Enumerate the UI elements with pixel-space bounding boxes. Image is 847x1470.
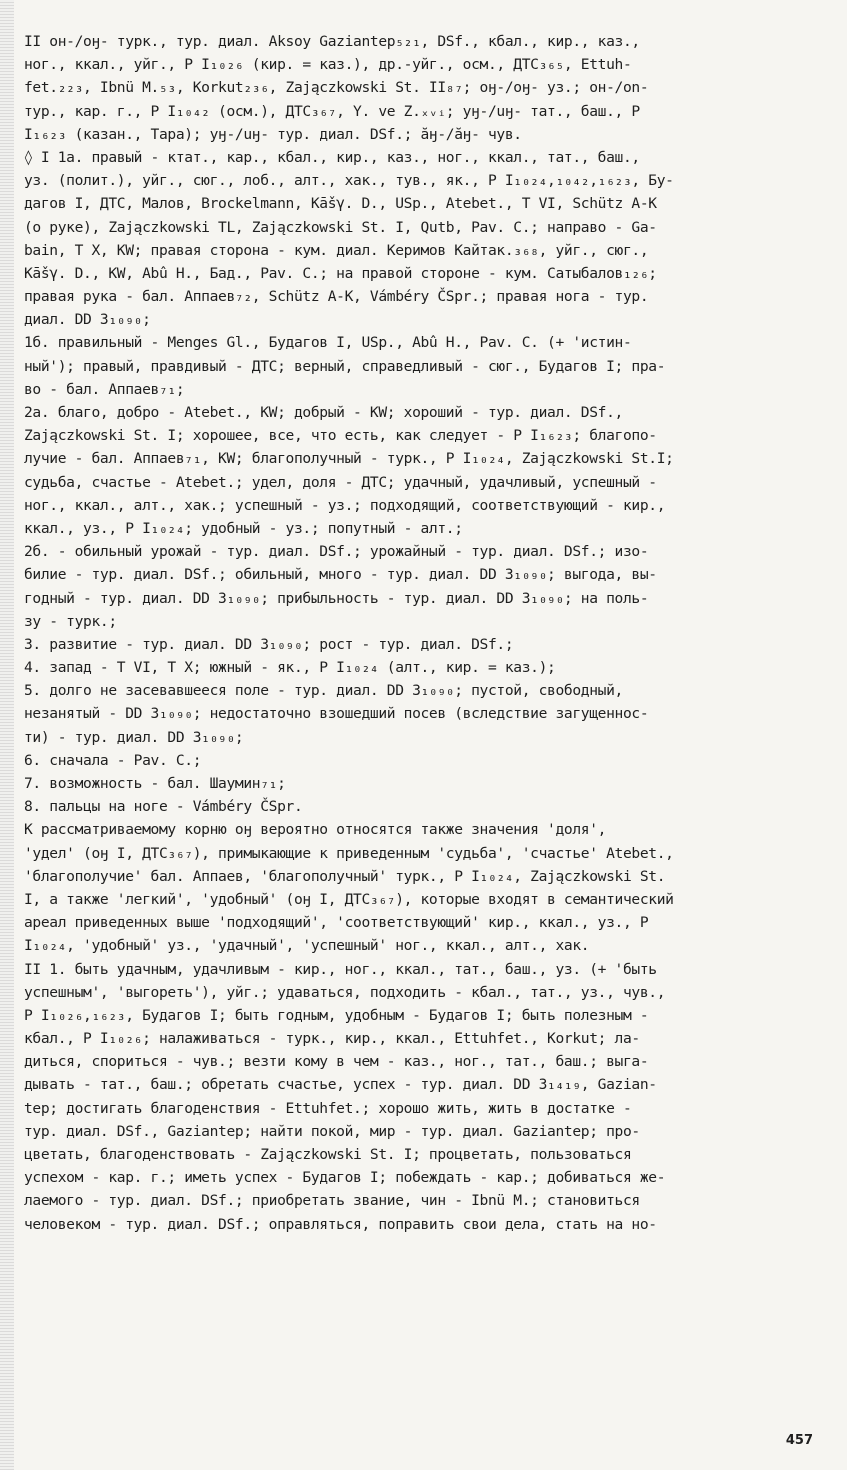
- text-line: правая рука - бал. Аппаев₇₂, Schütz A-K, Vámbéry ČSpr.; правая нога - тур.: [24, 288, 649, 306]
- text-line: К рассматриваемому корню оӈ вероятно относятся также значения 'доля',: [24, 821, 607, 839]
- text-line: 'удел' (оӈ I, ДТС₃₆₇), примыкающие к приведенным 'судьба', 'счастье' Atebet.,: [24, 844, 674, 862]
- text-line: fet.₂₂₃, Ibnü M.₅₃, Korkut₂₃₆, Zajączkowski St. II₈₇; оӈ-/оӈ- уз.; он-/оn-: [24, 79, 649, 97]
- text-line: tep; достигать благоденствия - Ettuhfet.; хорошо жить, жить в достатке -: [24, 1099, 632, 1117]
- text-line: успехом - кар. г.; иметь успех - Будагов I; побеждать - кар.; добиваться же-: [24, 1169, 666, 1187]
- text-line: лучие - бал. Аппаев₇₁, KW; благополучный - турк., Р I₁₀₂₄, Zajączkowski St.I;: [24, 450, 674, 468]
- text-line: II он-/оӈ- турк., тур. диал. Aksoy Gaziantep₅₂₁, DSf., кбал., кир., каз.,: [24, 33, 640, 50]
- text-line: ккал., уз., Р I₁₀₂₄; удобный - уз.; попутный - алт.;: [24, 519, 463, 537]
- text-line: Kāšγ. D., KW, Abû H., Бад., Pav. C.; на правой стороне - кум. Сатыбалов₁₂₆;: [24, 264, 657, 282]
- text-line: дагов I, ДТС, Малов, Brockelmann, Kāšγ. D., USp., Atebet., Т VI, Schütz A-K: [24, 195, 657, 213]
- text-line: I₁₆₂₃ (казан., Тара); уӈ-/uӈ- тур. диал. DSf.; ăӈ-/ăӈ- чув.: [24, 125, 522, 143]
- text-line: человеком - тур. диал. DSf.; оправляться, поправить свои дела, стать на но-: [24, 1215, 657, 1233]
- text-line: 5. долго не засевавшееся поле - тур. диал. DD 3₁₀₉₀; пустой, свободный,: [24, 682, 623, 700]
- text-line: 4. запад - Т VI, Т X; южный - як., Р I₁₀₂₄ (алт., кир. = каз.);: [24, 659, 556, 677]
- text-line: 8. пальцы на ноге - Vámbéry ČSpr.: [24, 798, 303, 816]
- text-line: II 1. быть удачным, удачливым - кир., ног., ккал., тат., баш., уз. (+ 'быть: [24, 960, 657, 978]
- text-line: 6. сначала - Pav. C.;: [24, 751, 202, 769]
- text-line: I₁₀₂₄, 'удобный' уз., 'удачный', 'успешный' ног., ккал., алт., хак.: [24, 937, 590, 955]
- dictionary-entry-text: [24, 30, 836, 1236]
- text-line: уз. (полит.), уйг., сюг., лоб., алт., хак., тув., як., Р I₁₀₂₄,₁₀₄₂,₁₆₂₃, Бу-: [24, 172, 674, 190]
- text-line: 3. развитие - тур. диал. DD 3₁₀₉₀; рост - тур. диал. DSf.;: [24, 635, 514, 653]
- text-line: зу - турк.;: [24, 612, 117, 630]
- text-line: (о руке), Zajączkowski TL, Zajączkowski St. I, Qutb, Pav. C.; направо - Ga-: [24, 218, 657, 236]
- page-number: 457: [785, 1433, 813, 1448]
- text-line: ◊ I 1а. правый - ктат., кар., кбал., кир., каз., ног., ккал., тат., баш.,: [24, 148, 640, 166]
- text-line: успешным', 'выгореть'), уйг.; удаваться, подходить - кбал., тат., уз., чув.,: [24, 983, 666, 1001]
- text-line: ный'); правый, правдивый - ДТС; верный, справедливый - сюг., Будагов I; пра-: [24, 357, 666, 375]
- text-line: Р I₁₀₂₆,₁₆₂₃, Будагов I; быть годным, удобным - Будагов I; быть полезным -: [24, 1006, 649, 1024]
- text-line: ног., ккал., уйг., Р I₁₀₂₆ (кир. = каз.), др.-уйг., осм., ДТС₃₆₅, Ettuh-: [24, 56, 632, 74]
- text-line: диал. DD 3₁₀₉₀;: [24, 311, 151, 329]
- text-line: тур. диал. DSf., Gaziantep; найти покой, мир - тур. диал. Gaziantep; про-: [24, 1122, 640, 1140]
- text-line: тур., кар. г., Р I₁₀₄₂ (осм.), ДТС₃₆₇, Y. ve Z.ₓᵥᵢ; уӈ-/uӈ- тат., баш., Р: [24, 102, 640, 120]
- text-line: ареал приведенных выше 'подходящий', 'соответствующий' кир., ккал., уз., Р: [24, 914, 649, 932]
- text-line: I, а также 'легкий', 'удобный' (оӈ I, ДТС₃₆₇), которые входят в семантический: [24, 890, 674, 908]
- text-line: билие - тур. диал. DSf.; обильный, много - тур. диал. DD 3₁₀₉₀; выгода, вы-: [24, 566, 657, 584]
- text-line: 7. возможность - бал. Шаумин₇₁;: [24, 775, 286, 792]
- text-line: кбал., Р I₁₀₂₆; налаживаться - турк., кир., ккал., Ettuhfet., Korkut; ла-: [24, 1030, 640, 1048]
- text-line: диться, спориться - чув.; везти кому в чем - каз., ног., тат., баш.; выга-: [24, 1053, 649, 1071]
- text-line: во - бал. Аппаев₇₁;: [24, 380, 185, 398]
- text-line: 2а. благо, добро - Atebet., KW; добрый - KW; хороший - тур. диал. DSf.,: [24, 404, 623, 421]
- text-line: незанятый - DD 3₁₀₉₀; недостаточно взошедший посев (вследствие загущеннос-: [24, 705, 649, 723]
- text-line: ти) - тур. диал. DD 3₁₀₉₀;: [24, 728, 244, 746]
- text-line: судьба, счастье - Atebet.; удел, доля - ДТС; удачный, удачливый, успешный -: [24, 473, 657, 491]
- text-line: 2б. - обильный урожай - тур. диал. DSf.; урожайный - тур. диал. DSf.; изо-: [24, 543, 649, 561]
- text-line: цветать, благоденствовать - Zajączkowski St. I; процветать, пользоваться: [24, 1146, 632, 1163]
- text-line: 1б. правильный - Menges Gl., Будагов I, USp., Abû H., Pav. C. (+ 'истин-: [24, 334, 632, 352]
- text-line: bain, Т X, KW; правая сторона - кум. диал. Керимов Кайтак.₃₆₈, уйг., сюг.,: [24, 241, 649, 259]
- text-line: дывать - тат., баш.; обретать счастье, успех - тур. диал. DD 3₁₄₁₉, Gazian-: [24, 1076, 657, 1094]
- text-line: годный - тур. диал. DD 3₁₀₉₀; прибыльность - тур. диал. DD 3₁₀₉₀; на поль-: [24, 589, 649, 607]
- text-line: 'благополучие' бал. Аппаев, 'благополучный' турк., Р I₁₀₂₄, Zajączkowski St.: [24, 867, 666, 885]
- text-line: ног., ккал., алт., хак.; успешный - уз.; подходящий, соответствующий - кир.,: [24, 496, 666, 514]
- scan-edge-artifact: [0, 0, 14, 1470]
- text-line: лаемого - тур. диал. DSf.; приобретать звание, чин - Ibnü M.; становиться: [24, 1192, 640, 1210]
- text-line: Zajączkowski St. I; хорошее, все, что есть, как следует - Р I₁₆₂₃; благопо-: [24, 427, 657, 445]
